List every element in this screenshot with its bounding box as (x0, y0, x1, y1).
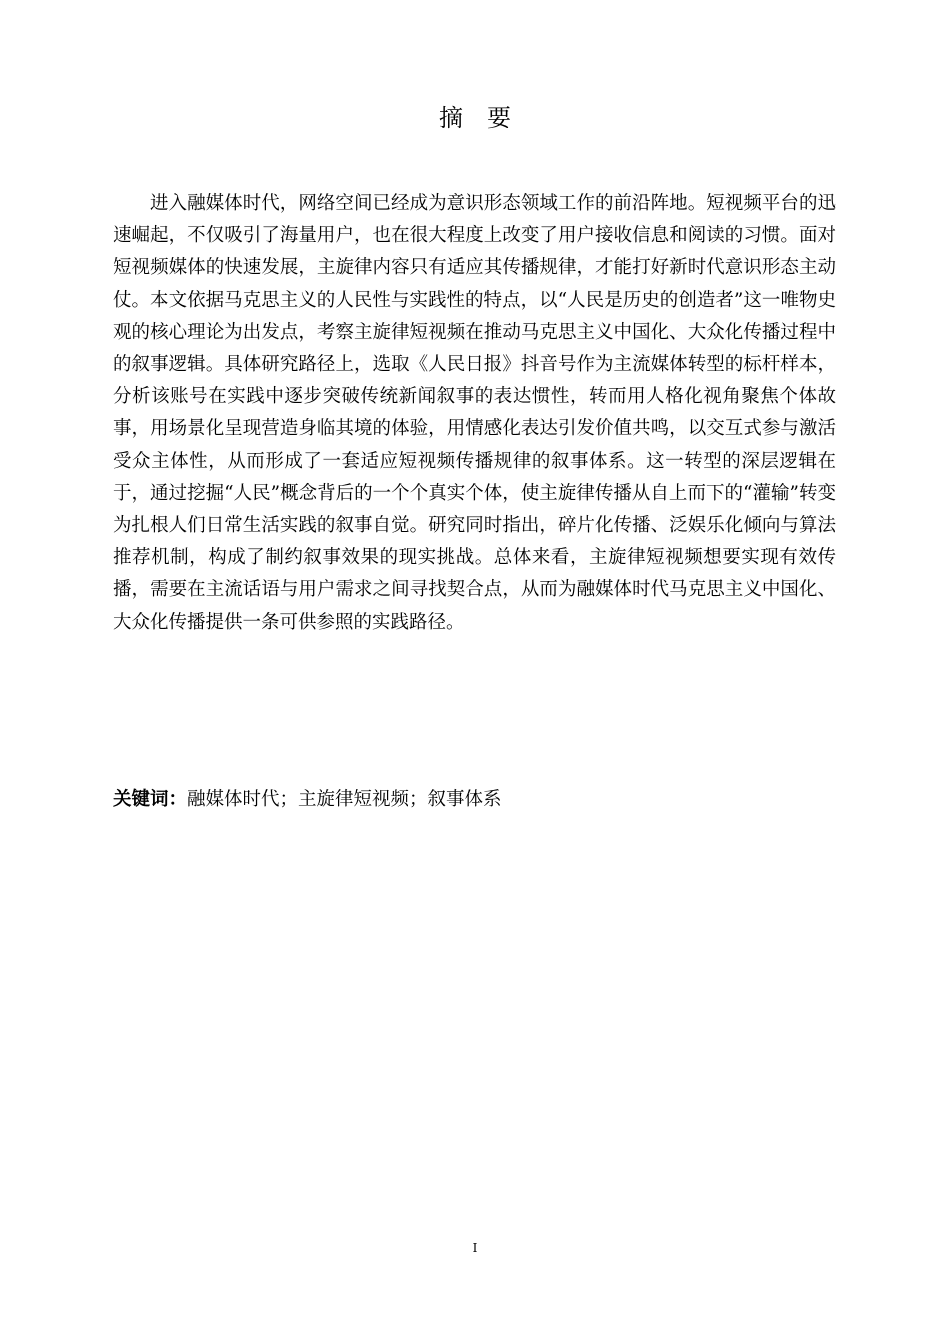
keywords-label: 关键词： (113, 789, 188, 810)
keywords-text: 融媒体时代；主旋律短视频；叙事体系 (187, 789, 502, 810)
keywords-line (113, 786, 836, 814)
page-number: I (472, 1241, 478, 1255)
abstract-body: 进入融媒体时代，网络空间已经成为意识形态领域工作的前沿阵地。短视频平台的迅速崛起，不仅吸引了海量用户，也在很大程度上改变了用户接收信息和阅读的习惯。面对短视频媒体的快速发展，主旋律内容只有适应其传播规律，才能打好新时代意识形态主动仗。本文依据马克思主义的人民性与实践性的特点，以“人民是历史的创造者”这一唯物史观的核心理论为出发点，考察主旋律短视频在推动马克思主义中国化、大众化传播过程中的叙事逻辑。具体研究路径上，选取《人民日报》抖音号作为主流媒体转型的标杆样本，分析该账号在实践中逐步突破传统新闻叙事的表达惯性，转而用人格化视角聚焦个体故事，用场景化呈现营造身临其境的体验，用情感化表达引发价值共鸣，以交互式参与激活受众主体性，从而形成了一套适应短视频传播规律的叙事体系。这一转型的深层逻辑在于，通过挖掘“人民”概念背后的一个个真实个体，使主旋律传播从自上而下的“灌输”转变为扎根人们日常生活实践的叙事自觉。研究同时指出，碎片化传播、泛娱乐化倾向与算法推荐机制，构成了制约叙事效果的现实挑战。总体来看，主旋律短视频想要实现有效传播，需要在主流话语与用户需求之间寻找契合点，从而为融媒体时代马克思主义中国化、大众化传播提供一条可供参照的实践路径。 (113, 193, 836, 633)
abstract-title: 摘要 (439, 104, 535, 132)
